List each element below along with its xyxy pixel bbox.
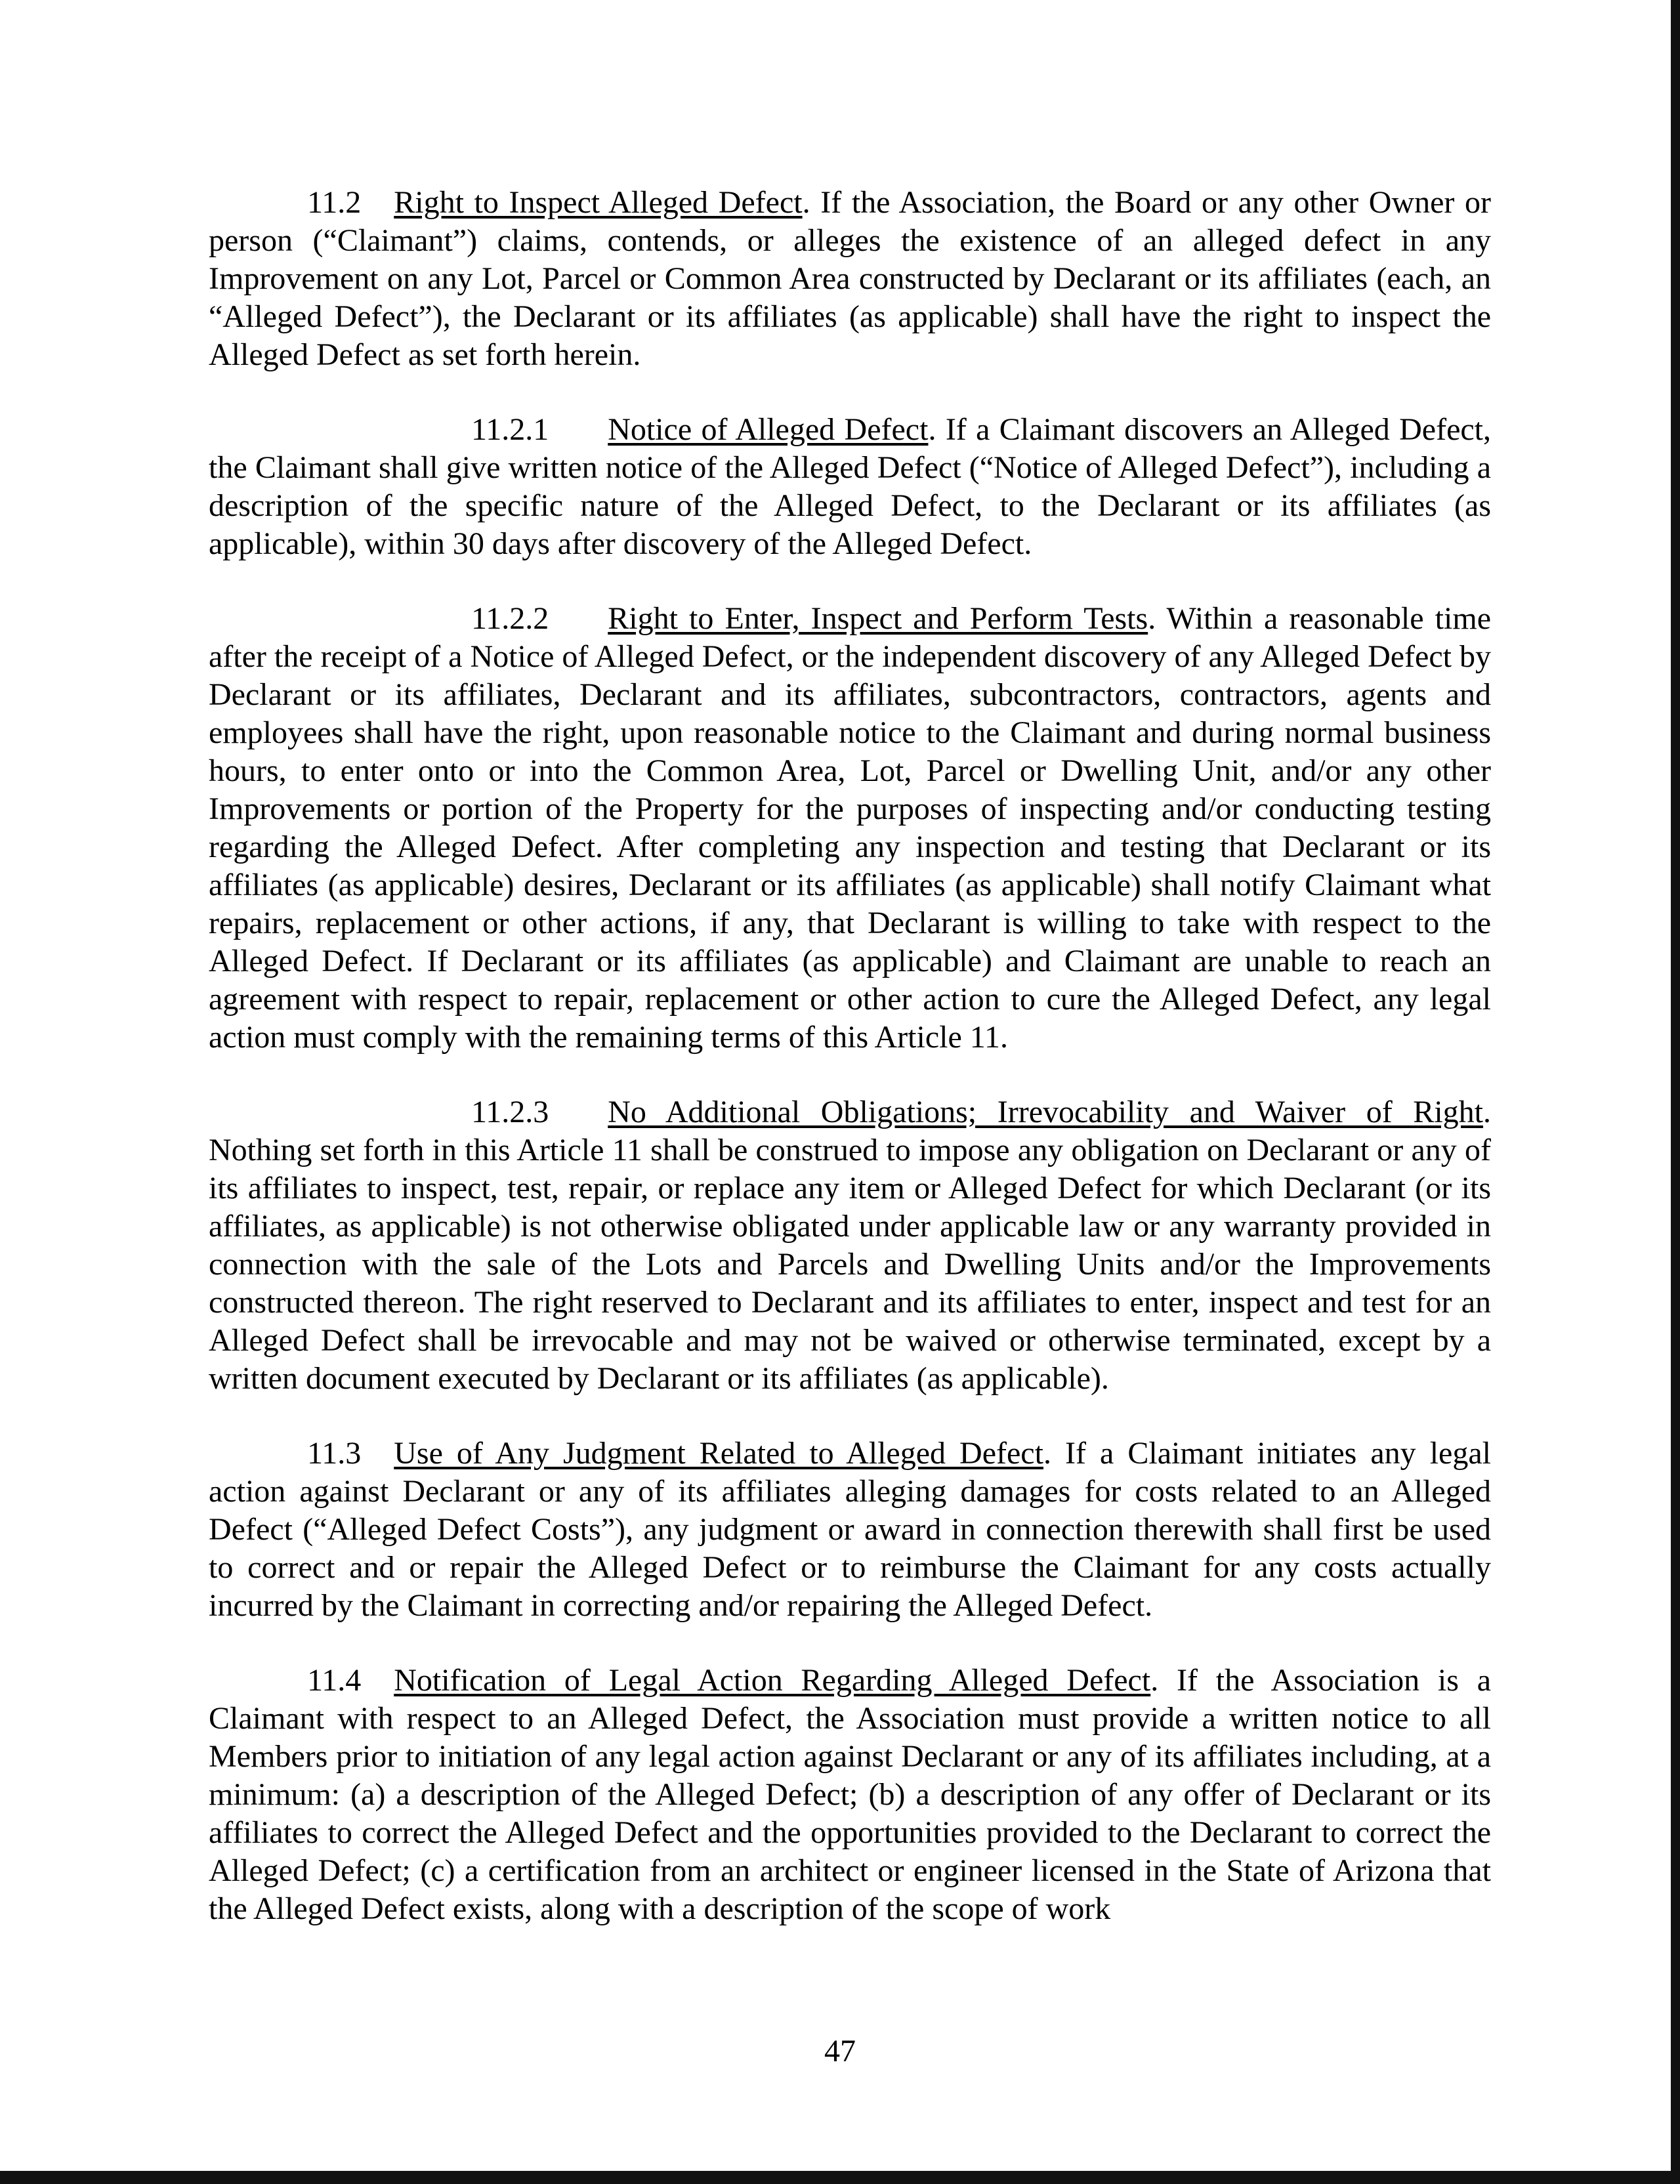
section-11-4: 11.4 Notification of Legal Action Regarding Alleged Defect. If the Association is a Claimant with respect to an Alleged Defect, the Association must provide a written notice to all Members prior to initiation of any legal action against Declarant or any of its affiliates including, at a minimum: (a) a description of the Alleged Defect; (b) a description of any offer of Declarant or its affiliates to correct the Alleged Defect and the opportunities provided to the Declarant to correct the Alleged Defect; (c) a certification from an architect or engineer licensed in the State of Arizona that the Alleged Defect exists, along with a description of the scope of work: [209, 1663, 1492, 1926]
section-number: 11.2: [307, 185, 362, 220]
section-11-3: 11.3 Use of Any Judgment Related to Alleged Defect. If a Claimant initiates any legal action against Declarant or any of its affiliates alleging damages for costs related to an Alleged Defect (“Alleged Defect Costs”), any judgment or award in connection therewith shall first be used to correct and or repair the Alleged Defect or to reimburse the Claimant for any costs actually incurred by the Claimant in correcting and/or repairing the Alleged Defect.: [209, 1436, 1492, 1623]
section-body: If the Association, the Board or any other Owner or person (“Claimant”) claims, contends, or alleges the existence of an alleged defect in any Improvement on any Lot, Parcel or Common Area constructed by Declarant or its affiliates (each, an “Alleged Defect”), the Declarant or its affiliates (as applicable) shall have the right to inspect the Alleged Defect as set forth herein.: [209, 185, 1492, 372]
section-number: 11.2.2: [471, 601, 549, 636]
section-heading: Notification of Legal Action Regarding Alleged Defect: [394, 1663, 1151, 1698]
scan-edge-bottom: [0, 2171, 1680, 2184]
section-body: If the Association is a Claimant with respect to an Alleged Defect, the Association must provide a written notice to all Members prior to initiation of any legal action against Declarant or any of its affiliates including, at a minimum: (a) a description of the Alleged Defect; (b) a description of any offer of Declarant or its affiliates to correct the Alleged Defect and the opportunities provided to the Declarant to correct the Alleged Defect; (c) a certification from an architect or engineer licensed in the State of Arizona that the Alleged Defect exists, along with a description of the scope of work: [209, 1663, 1492, 1926]
section-heading: No Additional Obligations; Irrevocability and Waiver of Right: [608, 1095, 1483, 1129]
section-heading: Right to Inspect Alleged Defect: [394, 185, 803, 220]
section-number: 11.2.3: [471, 1095, 549, 1129]
document-body: [209, 184, 1491, 1965]
section-heading: Notice of Alleged Defect: [608, 412, 929, 447]
section-11-2-1: 11.2.1 Notice of Alleged Defect. If a Claimant discovers an Alleged Defect, the Claimant shall give written notice of the Alleged Defect (“Notice of Alleged Defect”), including a description of the specific nature of the Alleged Defect, to the Declarant or its affiliates (as applicable), within 30 days after discovery of the Alleged Defect.: [209, 412, 1492, 561]
section-11-2: 11.2 Right to Inspect Alleged Defect. If the Association, the Board or any other Owner or person (“Claimant”) claims, contends, or alleges the existence of an alleged defect in any Improvement on any Lot, Parcel or Common Area constructed by Declarant or its affiliates (each, an “Alleged Defect”), the Declarant or its affiliates (as applicable) shall have the right to inspect the Alleged Defect as set forth herein.: [209, 185, 1492, 372]
section-number: 11.4: [307, 1663, 362, 1698]
section-11-2-2: 11.2.2 Right to Enter, Inspect and Perform Tests. Within a reasonable time after the receipt of a Notice of Alleged Defect, or the independent discovery of any Alleged Defect by Declarant or its affiliates, Declarant and its affiliates, subcontractors, contractors, agents and employees shall have the right, upon reasonable notice to the Claimant and during normal business hours, to enter onto or into the Common Area, Lot, Parcel or Dwelling Unit, and/or any other Improvements or portion of the Property for the purposes of inspecting and/or conducting testing regarding the Alleged Defect. After completing any inspection and testing that Declarant or its affiliates (as applicable) desires, Declarant or its affiliates (as applicable) shall notify Claimant what repairs, replacement or other actions, if any, that Declarant is willing to take with respect to the Alleged Defect. If Declarant or its affiliates (as applicable) and Claimant are unable to reach an agreement with respect to repair, replacement or other action to cure the Alleged Defect, any legal action must comply with the remaining terms of this Article 11.: [209, 601, 1491, 1055]
section-heading: Use of Any Judgment Related to Alleged Defect: [394, 1436, 1043, 1471]
section-body: If a Claimant discovers an Alleged Defect, the Claimant shall give written notice of the Alleged Defect (“Notice of Alleged Defect”), including a description of the specific nature of the Alleged Defect, to the Declarant or its affiliates (as applicable), within 30 days after discovery of the Alleged Defect.: [209, 412, 1492, 561]
page-number: 47: [824, 2034, 856, 2068]
section-number: 11.2.1: [471, 412, 549, 447]
section-body: Nothing set forth in this Article 11 shall be construed to impose any obligation on Declarant or any of its affiliates to inspect, test, repair, or replace any item or Alleged Defect for which Declarant (or its affiliates, as applicable) is not otherwise obligated under applicable law or any warranty provided in connection with the sale of the Lots and Parcels and Dwelling Units and/or the Improvements constructed thereon. The right reserved to Declarant and its affiliates to enter, inspect and test for an Alleged Defect shall be irrevocable and may not be waived or otherwise terminated, except by a written document executed by Declarant or its affiliates (as applicable).: [209, 1133, 1491, 1396]
section-body: If a Claimant initiates any legal action against Declarant or any of its affiliates alleging damages for costs related to an Alleged Defect (“Alleged Defect Costs”), any judgment or award in connection therewith shall first be used to correct and or repair the Alleged Defect or to reimburse the Claimant for any costs actually incurred by the Claimant in correcting and/or repairing the Alleged Defect.: [209, 1436, 1492, 1623]
section-11-2-3: 11.2.3 No Additional Obligations; Irrevocability and Waiver of Right. Nothing set forth in this Article 11 shall be construed to impose any obligation on Declarant or any of its affiliates to inspect, test, repair, or replace any item or Alleged Defect for which Declarant (or its affiliates, as applicable) is not otherwise obligated under applicable law or any warranty provided in connection with the sale of the Lots and Parcels and Dwelling Units and/or the Improvements constructed thereon. The right reserved to Declarant and its affiliates to enter, inspect and test for an Alleged Defect shall be irrevocable and may not be waived or otherwise terminated, except by a written document executed by Declarant or its affiliates (as applicable).: [209, 1095, 1491, 1396]
scan-edge-right: [1671, 0, 1680, 2184]
section-number: 11.3: [307, 1436, 362, 1471]
section-body: Within a reasonable time after the receipt of a Notice of Alleged Defect, or the independent discovery of any Alleged Defect by Declarant or its affiliates, Declarant and its affiliates, subcontractors, contractors, agents and employees shall have the right, upon reasonable notice to the Claimant and during normal business hours, to enter onto or into the Common Area, Lot, Parcel or Dwelling Unit, and/or any other Improvements or portion of the Property for the purposes of inspecting and/or conducting testing regarding the Alleged Defect. After completing any inspection and testing that Declarant or its affiliates (as applicable) desires, Declarant or its affiliates (as applicable) shall notify Claimant what repairs, replacement or other actions, if any, that Declarant is willing to take with respect to the Alleged Defect. If Declarant or its affiliates (as applicable) and Claimant are unable to reach an agreement with respect to repair, replacement or other action to cure the Alleged Defect, any legal action must comply with the remaining terms of this Article 11.: [209, 601, 1491, 1055]
section-heading: Right to Enter, Inspect and Perform Tests: [608, 601, 1148, 636]
